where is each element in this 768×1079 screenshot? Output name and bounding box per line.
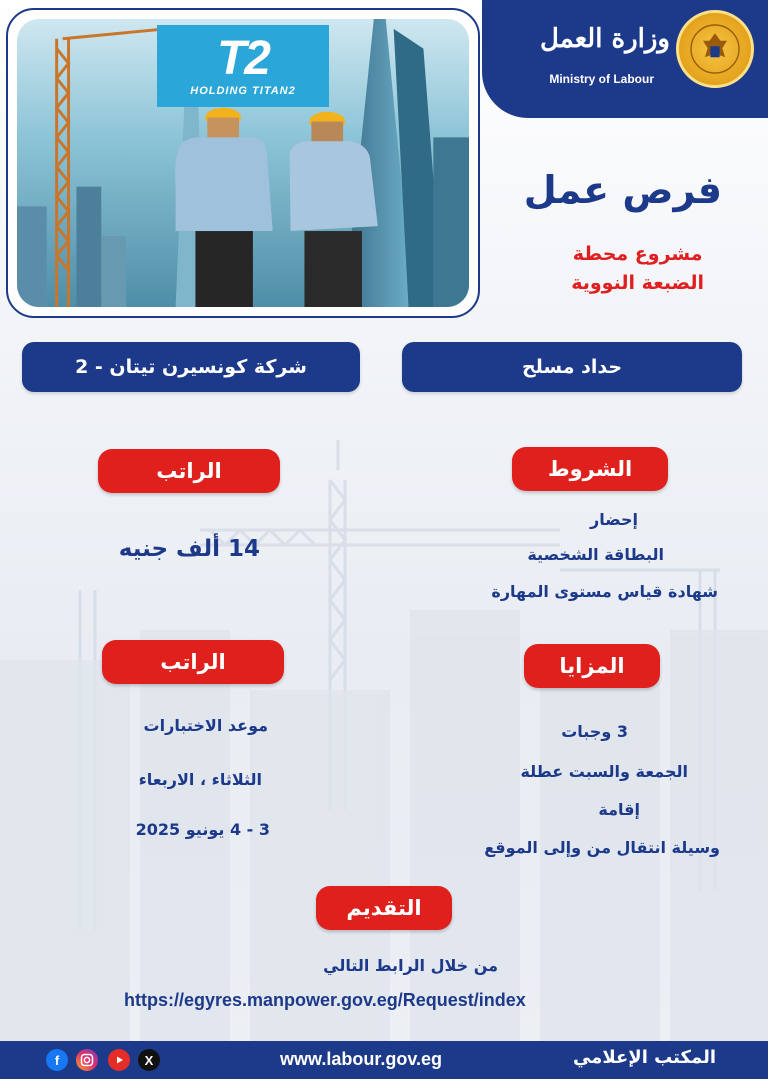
condition-item: إحضار <box>590 510 638 529</box>
tests-header: الراتب <box>102 640 284 684</box>
apply-instruction: من خلال الرابط التالي <box>323 956 498 975</box>
project-subtitle-line2: الضبعة النووية <box>571 271 704 294</box>
x-icon[interactable]: X <box>138 1049 160 1071</box>
benefit-item: الجمعة والسبت عطلة <box>520 762 688 781</box>
condition-item: البطاقة الشخصية <box>527 545 664 564</box>
hero-photo-frame <box>6 8 480 318</box>
conditions-header: الشروط <box>512 447 668 491</box>
instagram-icon[interactable] <box>76 1049 98 1071</box>
benefit-item: وسيلة انتقال من وإلى الموقع <box>484 838 720 857</box>
condition-item: شهادة قياس مستوى المهارة <box>491 582 718 601</box>
company-badge: شركة كونسيرن تيتان - 2 <box>22 342 360 392</box>
tests-label: موعد الاختبارات <box>143 716 268 735</box>
hero-photo <box>17 19 469 307</box>
salary-value: 14 ألف جنيه <box>118 536 260 562</box>
ministry-header <box>482 0 768 118</box>
ministry-name-en: Ministry of Labour <box>549 72 654 86</box>
benefits-header: المزايا <box>524 644 660 688</box>
project-subtitle-line1: مشروع محطة <box>572 243 703 265</box>
footer-bar <box>0 1041 768 1079</box>
benefit-item: إقامة <box>598 800 640 819</box>
ministry-name-ar: وزارة العمل <box>540 24 670 54</box>
tests-dates: 3 - 4 يونيو 2025 <box>135 820 270 839</box>
media-office-label: المكتب الإعلامي <box>572 1047 716 1068</box>
apply-header: التقديم <box>316 886 452 930</box>
ministry-seal-icon <box>676 10 754 88</box>
tests-days: الثلاثاء ، الاربعاء <box>138 770 262 789</box>
salary-header: الراتب <box>98 449 280 493</box>
project-subtitle <box>571 240 704 297</box>
facebook-icon[interactable]: f <box>46 1049 68 1071</box>
youtube-icon[interactable] <box>108 1049 130 1071</box>
page-title: فرص عمل <box>523 168 722 212</box>
job-title-badge: حداد مسلح <box>402 342 742 392</box>
logo-mark: T2 <box>216 32 269 85</box>
titan2-logo <box>157 25 329 107</box>
construction-background <box>0 330 768 1050</box>
benefit-item: 3 وجبات <box>561 722 628 741</box>
website-link[interactable]: www.labour.gov.eg <box>280 1049 443 1069</box>
logo-subtitle: HOLDING TITAN2 <box>190 85 296 97</box>
apply-link[interactable]: https://egyres.manpower.gov.eg/Request/index <box>124 990 526 1010</box>
